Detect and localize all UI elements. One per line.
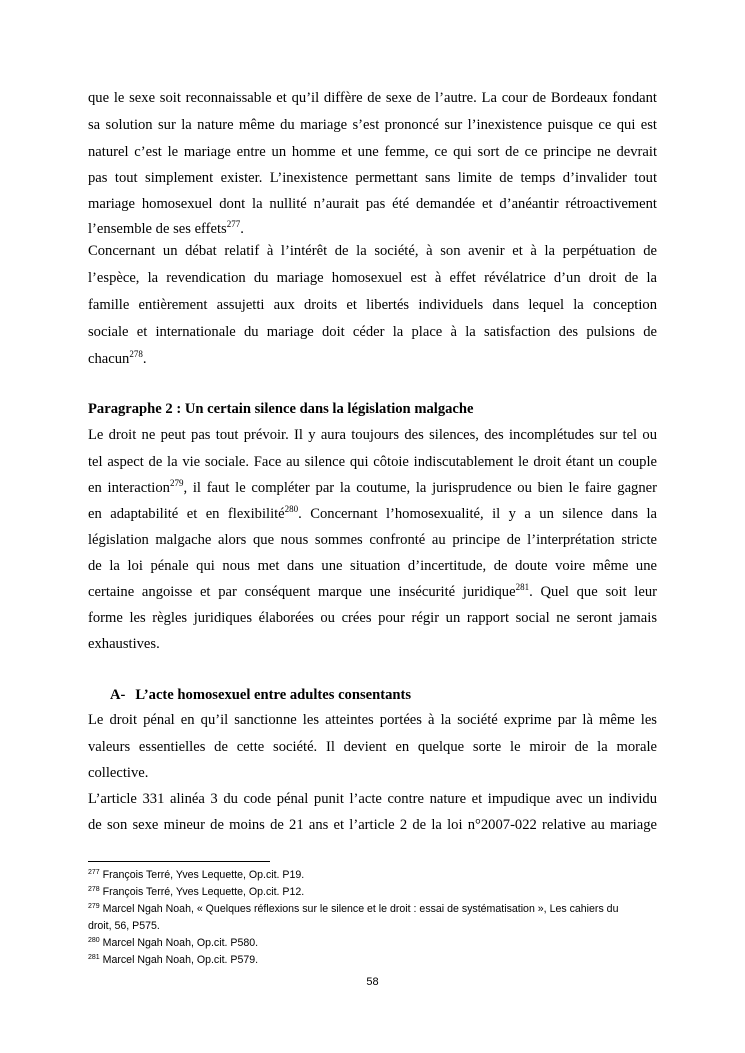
body-line: collective. xyxy=(88,765,149,781)
footnote xyxy=(88,885,657,899)
footnote-continuation xyxy=(88,919,657,933)
footnote-text: Marcel Ngah Noah, Op.cit. P579. xyxy=(102,954,259,966)
body-line: valeurs essentielles de cette société. Il devient en quelque sorte le miroir de la morale xyxy=(88,739,657,755)
footnote-number: 278 xyxy=(88,886,100,893)
footnote-text: Marcel Ngah Noah, Op.cit. P580. xyxy=(102,937,259,949)
footnote-ref[interactable]: 277 xyxy=(226,219,241,229)
body-line: tel aspect de la vie sociale. Face au silence qui côtoie indiscutablement le droit étant un couple xyxy=(88,454,657,470)
subsection-heading xyxy=(110,686,650,704)
body-line: sociale et internationale du mariage doit céder la place à la satisfaction des pulsions de xyxy=(88,324,657,340)
footnote-ref[interactable]: 279 xyxy=(169,478,184,488)
body-line: l’ensemble de ses effets$^{277}$. xyxy=(88,219,244,237)
section-heading: Paragraphe 2 : Un certain silence dans la législation malgache xyxy=(88,401,474,417)
footnote-ref[interactable]: 281 xyxy=(515,582,530,592)
footnote-number: 279 xyxy=(88,903,100,910)
body-line: en adaptabilité et en flexibilité$^{280}$. Concernant l’homosexualité, il y a un silence dans la xyxy=(88,504,657,522)
body-line: exhaustives. xyxy=(88,636,160,652)
body-line: certaine angoisse et par conséquent marque une insécurité juridique$^{281}$. Quel que soit leur xyxy=(88,582,657,600)
body-line: famille entièrement assujetti aux droits et libertés individuels dans lequel la conception xyxy=(88,297,657,313)
body-line: législation malgache alors que nous sommes confronté au principe de l’interprétation stricte xyxy=(88,532,657,548)
footnote-text: droit, 56, P575. xyxy=(88,920,160,932)
footnote xyxy=(88,936,657,950)
footnote-number: 281 xyxy=(88,954,100,961)
body-line: Concernant un débat relatif à l’intérêt de la société, à son avenir et à la perpétuation de xyxy=(88,243,657,259)
footnote-number: 277 xyxy=(88,869,100,876)
body-line: en interaction$^{279}$, il faut le compléter par la coutume, la jurisprudence ou bien le faire gagner xyxy=(88,478,657,496)
body-line: Le droit pénal en qu’il sanctionne les atteintes portées à la société exprime par là même les xyxy=(88,712,657,728)
body-line: mariage homosexuel dont la nullité n’aurait pas été demandée et d’anéantir rétroactivement xyxy=(88,196,657,212)
body-text: l’ensemble de ses effets xyxy=(88,221,227,237)
body-line: sa solution sur la nature même du mariage s’est prononcé sur l’inexistence puisque ce qui est xyxy=(88,117,657,133)
footnote-ref[interactable]: 280 xyxy=(284,504,299,514)
heading-marker: A- xyxy=(110,687,126,703)
body-line: naturel c’est le mariage entre un homme et une femme, ce qui sort de ce principe ne devrait xyxy=(88,144,657,160)
footnote-text: François Terré, Yves Lequette, Op.cit. P19. xyxy=(102,869,305,881)
body-line: forme les règles juridiques élaborées ou crées pour régir un rapport social ne seront jamais xyxy=(88,610,657,626)
footnote-number: 280 xyxy=(88,937,100,944)
footnote-ref[interactable]: 278 xyxy=(129,349,143,359)
body-line: de son sexe mineur de moins de 21 ans et l’article 2 de la loi n°2007-022 relative au mariage xyxy=(88,817,657,833)
footnote-separator xyxy=(88,861,270,862)
body-line: L’article 331 alinéa 3 du code pénal punit l’acte contre nature et impudique avec un individu xyxy=(88,791,657,807)
body-text: chacun xyxy=(88,351,130,367)
footnote xyxy=(88,902,657,916)
body-line: Le droit ne peut pas tout prévoir. Il y aura toujours des silences, des incomplétudes sur tel ou xyxy=(88,427,657,443)
body-line: pas tout simplement exister. L’inexistence permettant sans limite de temps d’invalider tout xyxy=(88,170,657,186)
footnote-text: Marcel Ngah Noah, « Quelques réflexions sur le silence et le droit : essai de systématisation », Les cahiers du xyxy=(102,903,619,915)
body-line: chacun$^{278}$. xyxy=(88,349,147,367)
footnote-text: François Terré, Yves Lequette, Op.cit. P12. xyxy=(102,886,305,898)
page-number: 58 xyxy=(366,976,379,988)
footnote xyxy=(88,868,657,882)
body-line: l’espèce, la revendication du mariage homosexuel est à effet révélatrice d’un droit de la xyxy=(88,270,657,286)
footnote xyxy=(88,953,657,967)
body-line: que le sexe soit reconnaissable et qu’il diffère de sexe de l’autre. La cour de Bordeaux fondant xyxy=(88,90,657,106)
heading-text: L’acte homosexuel entre adultes consentants xyxy=(135,687,412,703)
body-line: de la loi pénale qui nous met dans une situation d’incertitude, de doute voire même une xyxy=(88,558,657,574)
